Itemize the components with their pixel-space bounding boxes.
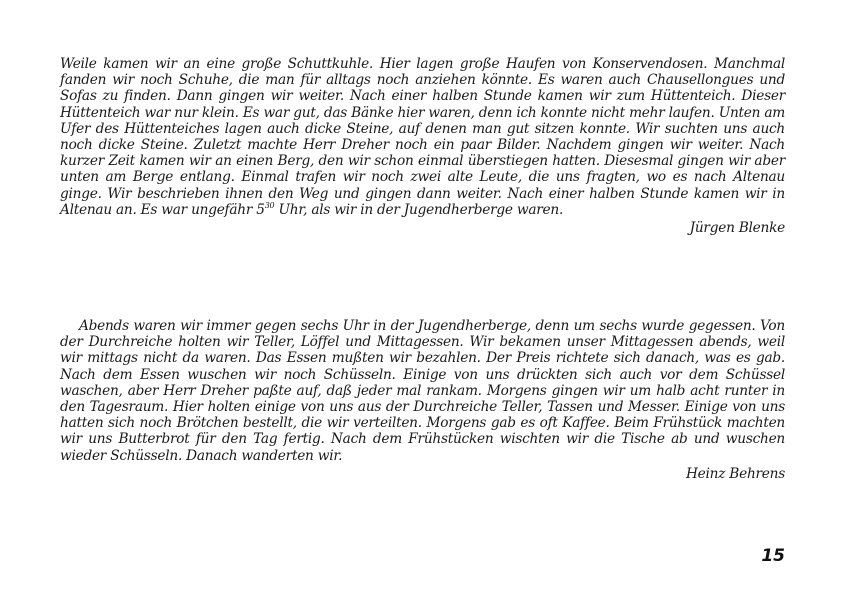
author-signature-1: Jürgen Blenke [689, 220, 785, 237]
page-number: 15 [761, 546, 785, 566]
paragraph-1-text: Weile kamen wir an eine große Schuttkuhle. Hier lagen große Haufen von Konservendosen. Manchmal fanden wir noch Schuhe, die man für alltags noch anziehen könnte. Es waren auch Chausellongues und Sofas zu finden. Dann gingen wir weiter. Nach einer halben Stunde kamen wir zum Hüttenteich. Dieser Hüttenteich war nur klein. Es war gut, das Bänke hier waren, denn ich konnte nicht mehr laufen. Unten am Ufer des Hüttenteiches lagen auch dicke Steine, auf denen man gut sitzen konnte. Wir suchten uns auch noch dicke Steine. Zuletzt machte Herr Dreher noch ein paar Bilder. Nachdem gingen wir weiter. Nach kurzer Zeit kamen wir an einen Berg, den wir schon einmal überstiegen hatten. Diesesmal gingen wir aber unten am Berge entlang. Einmal trafen wir noch zwei alte Leute, die uns fragten, wo es nach Altenau ginge. Wir beschrieben ihnen den Weg und gingen dann weiter. Nach einer halben Stunde kamen wir in Altenau an. Es war ungefähr [60, 56, 785, 218]
arrival-time-hour: 5 [256, 201, 265, 218]
paragraph-1-ending: Uhr, als wir in der Jugendherberge waren. [274, 201, 564, 218]
story-paragraph-2: Abends waren wir immer gegen sechs Uhr in der Jugendherberge, denn um sechs wurde gegessen. Von der Durchreiche holten wir Teller, Löffel und Mittagessen. Wir bekamen unser Mittagessen abends, weil wir mittags nicht da waren. Das Essen mußten wir bezahlen. Der Preis richtete sich danach, was es gab. Nach dem Essen wuschen wir noch Schüsseln. Einige von uns drückten sich auch vor dem Schüssel waschen, aber Herr Dreher paßte auf, daß jeder mal rankam. Morgens gingen wir um halb acht runter in den Tagesraum. Hier holten einige von uns aus der Durchreiche Teller, Tassen und Messer. Einige von uns hatten sich noch Brötchen bestellt, die wir verteilten. Morgens gab es oft Kaffee. Beim Frühstück machten wir uns Butterbrot für den Tag fertig. Nach dem Frühstücken wischten wir die Tische ab und wuschen wieder Schüsseln. Danach wanderten wir. [60, 318, 785, 464]
story-section-2 [60, 318, 785, 482]
arrival-time-minutes: 30 [264, 200, 275, 210]
story-paragraph-1 [60, 56, 785, 218]
author-signature-2: Heinz Behrens [686, 465, 785, 482]
story-section-1 [60, 56, 785, 236]
